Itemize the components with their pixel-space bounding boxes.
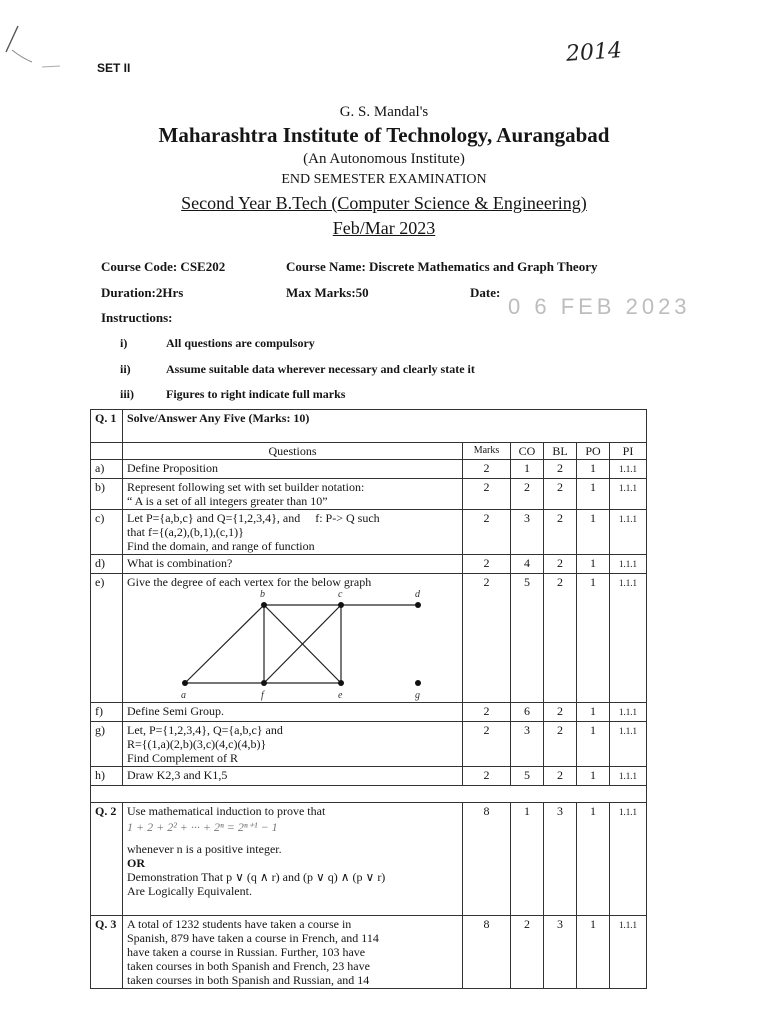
q1-heading-row: [91, 410, 647, 443]
po-cell: 1: [577, 803, 610, 916]
marks-cell: 2: [463, 460, 511, 479]
col-po: PO: [577, 443, 610, 460]
bl-cell: 2: [544, 767, 577, 786]
induction-formula: 1 + 2 + 2² + ··· + 2ⁿ = 2ⁿ⁺¹ − 1: [127, 820, 278, 834]
question-text: Spanish, 879 have taken a course in French, and 114: [127, 931, 379, 945]
co-cell: 5: [511, 574, 544, 703]
vertex-label: f: [261, 690, 264, 701]
table-row: [91, 916, 647, 989]
col-bl: BL: [544, 443, 577, 460]
bl-cell: 2: [544, 722, 577, 767]
table-row: [91, 722, 647, 767]
question-text: that f={(a,2),(b,1),(c,1)}: [127, 525, 244, 539]
col-questions: Questions: [123, 443, 463, 460]
po-cell: 1: [577, 479, 610, 510]
vertex-f: [261, 680, 267, 686]
question-text: have taken a course in Russian. Further, 103 have: [127, 945, 366, 959]
vertex-label: c: [338, 589, 343, 600]
bl-cell: 3: [544, 803, 577, 916]
question-text: R={(1,a)(2,b)(3,c)(4,c)(4,b)}: [127, 737, 267, 751]
marks-cell: 2: [463, 555, 511, 574]
bl-cell: 2: [544, 510, 577, 555]
col-co: CO: [511, 443, 544, 460]
set-label: SET II: [97, 61, 131, 75]
co-cell: 3: [511, 722, 544, 767]
pi-cell: 1.1.1: [610, 722, 647, 767]
vertex-d: [415, 602, 421, 608]
table-row: [91, 803, 647, 916]
pi-cell: 1.1.1: [610, 460, 647, 479]
vertex-label: e: [338, 690, 343, 701]
vertex-g: [415, 680, 421, 686]
question-text: taken courses in both Spanish and Russian, and 14: [127, 973, 370, 987]
bl-cell: 2: [544, 703, 577, 722]
question-text: Use mathematical induction to prove that: [127, 804, 326, 818]
instruction-text: Figures to right indicate full marks: [166, 387, 346, 401]
pi-cell: 1.1.1: [610, 703, 647, 722]
po-cell: 1: [577, 703, 610, 722]
vertex-label: a: [181, 690, 186, 701]
question-table: [90, 409, 647, 989]
q-id: h): [91, 767, 123, 786]
question-text: Find Complement of R: [127, 751, 238, 765]
question-text: Give the degree of each vertex for the below graph: [127, 575, 372, 589]
bl-cell: 2: [544, 460, 577, 479]
pen-scribble-mark: [2, 22, 72, 72]
po-cell: 1: [577, 722, 610, 767]
bl-cell: 2: [544, 574, 577, 703]
marks-cell: 8: [463, 916, 511, 989]
question-text: “ A is a set of all integers greater than 10”: [127, 494, 328, 508]
question-text: Find the domain, and range of function: [127, 539, 315, 553]
column-header-row: [91, 443, 647, 460]
q-id: f): [91, 703, 123, 722]
pi-cell: 1.1.1: [610, 555, 647, 574]
marks-cell: 2: [463, 722, 511, 767]
question-text: Draw K2,3 and K1,5: [127, 768, 228, 782]
marks-cell: 2: [463, 703, 511, 722]
pi-cell: 1.1.1: [610, 479, 647, 510]
question-text: Define Proposition: [127, 461, 218, 475]
co-cell: 2: [511, 479, 544, 510]
q-id: b): [91, 479, 123, 510]
po-cell: 1: [577, 916, 610, 989]
edge-a-b: [185, 605, 264, 683]
or-label: OR: [127, 856, 145, 870]
max-marks: Max Marks:50: [286, 285, 369, 300]
question-text: taken courses in both Spanish and French, 23 have: [127, 959, 370, 973]
question-text: What is combination?: [127, 556, 233, 570]
q3-number: Q. 3: [91, 916, 123, 989]
org-line: G. S. Mandal's: [339, 104, 429, 120]
col-marks: Marks: [463, 443, 511, 460]
instruction-num: iii): [120, 387, 134, 401]
instructions-label: Instructions:: [101, 310, 173, 325]
course-code: Course Code: CSE202: [101, 259, 226, 274]
co-cell: 1: [511, 460, 544, 479]
question-text: Represent following set with set builder notation:: [127, 480, 365, 494]
vertex-label: b: [260, 589, 265, 600]
institute-name: Maharashtra Institute of Technology, Aurangabad: [158, 123, 610, 147]
date-label: Date:: [470, 285, 501, 300]
pi-cell: 1.1.1: [610, 574, 647, 703]
handwritten-year: 2014: [565, 38, 623, 67]
marks-cell: 8: [463, 803, 511, 916]
autonomous-line: (An Autonomous Institute): [303, 151, 465, 167]
question-text: A total of 1232 students have taken a course in: [127, 917, 352, 931]
po-cell: 1: [577, 510, 610, 555]
vertex-label: g: [415, 690, 420, 701]
co-cell: 6: [511, 703, 544, 722]
bl-cell: 2: [544, 555, 577, 574]
spacer-row: [91, 786, 647, 803]
po-cell: 1: [577, 767, 610, 786]
pi-cell: 1.1.1: [610, 916, 647, 989]
co-cell: 4: [511, 555, 544, 574]
question-text: Define Semi Group.: [127, 704, 224, 718]
table-row: [91, 767, 647, 786]
table-row: [91, 555, 647, 574]
table-row: [91, 574, 647, 703]
co-cell: 1: [511, 803, 544, 916]
col-pi: PI: [610, 443, 647, 460]
co-cell: 3: [511, 510, 544, 555]
pi-cell: 1.1.1: [610, 510, 647, 555]
instruction-text: Assume suitable data wherever necessary and clearly state it: [166, 362, 475, 376]
q1-heading: Solve/Answer Any Five (Marks: 10): [123, 410, 647, 443]
marks-cell: 2: [463, 574, 511, 703]
vertex-e: [338, 680, 344, 686]
co-cell: 2: [511, 916, 544, 989]
vertex-b: [261, 602, 267, 608]
vertex-label: d: [415, 589, 420, 600]
table-row: [91, 479, 647, 510]
bl-cell: 2: [544, 479, 577, 510]
marks-cell: 2: [463, 510, 511, 555]
q-id: a): [91, 460, 123, 479]
question-text: whenever n is a positive integer.: [127, 842, 282, 856]
po-cell: 1: [577, 574, 610, 703]
q-id: d): [91, 555, 123, 574]
q-id: g): [91, 722, 123, 767]
course-name: Course Name: Discrete Mathematics and Graph Theory: [286, 259, 598, 274]
q-id: e): [91, 574, 123, 703]
bl-cell: 3: [544, 916, 577, 989]
po-cell: 1: [577, 460, 610, 479]
program-title: Second Year B.Tech (Computer Science & Engineering): [181, 193, 587, 213]
po-cell: 1: [577, 555, 610, 574]
co-cell: 5: [511, 767, 544, 786]
instruction-num: i): [120, 336, 128, 350]
blank-cell: [91, 443, 123, 460]
table-row: [91, 460, 647, 479]
question-text: Let P={a,b,c} and Q={1,2,3,4}, and f: P-> Q such: [127, 511, 380, 525]
exam-session: Feb/Mar 2023: [332, 218, 436, 238]
question-text: Let, P={1,2,3,4}, Q={a,b,c} and: [127, 723, 283, 737]
q-id: c): [91, 510, 123, 555]
duration: Duration:2Hrs: [101, 285, 184, 300]
q2-number: Q. 2: [91, 803, 123, 916]
table-row: [91, 510, 647, 555]
question-text: Demonstration That p ∨ (q ∧ r) and (p ∨ q) ∧ (p ∨ r): [127, 870, 386, 884]
marks-cell: 2: [463, 767, 511, 786]
vertex-c: [338, 602, 344, 608]
exam-type: END SEMESTER EXAMINATION: [281, 172, 487, 187]
vertex-a: [182, 680, 188, 686]
marks-cell: 2: [463, 479, 511, 510]
date-stamp: 0 6 FEB 2023: [508, 294, 691, 319]
q1-number: Q. 1: [91, 410, 123, 443]
instruction-num: ii): [120, 362, 131, 376]
pi-cell: 1.1.1: [610, 767, 647, 786]
instruction-text: All questions are compulsory: [166, 336, 315, 350]
graph-diagram: [127, 589, 457, 701]
question-text: Are Logically Equivalent.: [127, 884, 252, 898]
pi-cell: 1.1.1: [610, 803, 647, 916]
table-row: [91, 703, 647, 722]
